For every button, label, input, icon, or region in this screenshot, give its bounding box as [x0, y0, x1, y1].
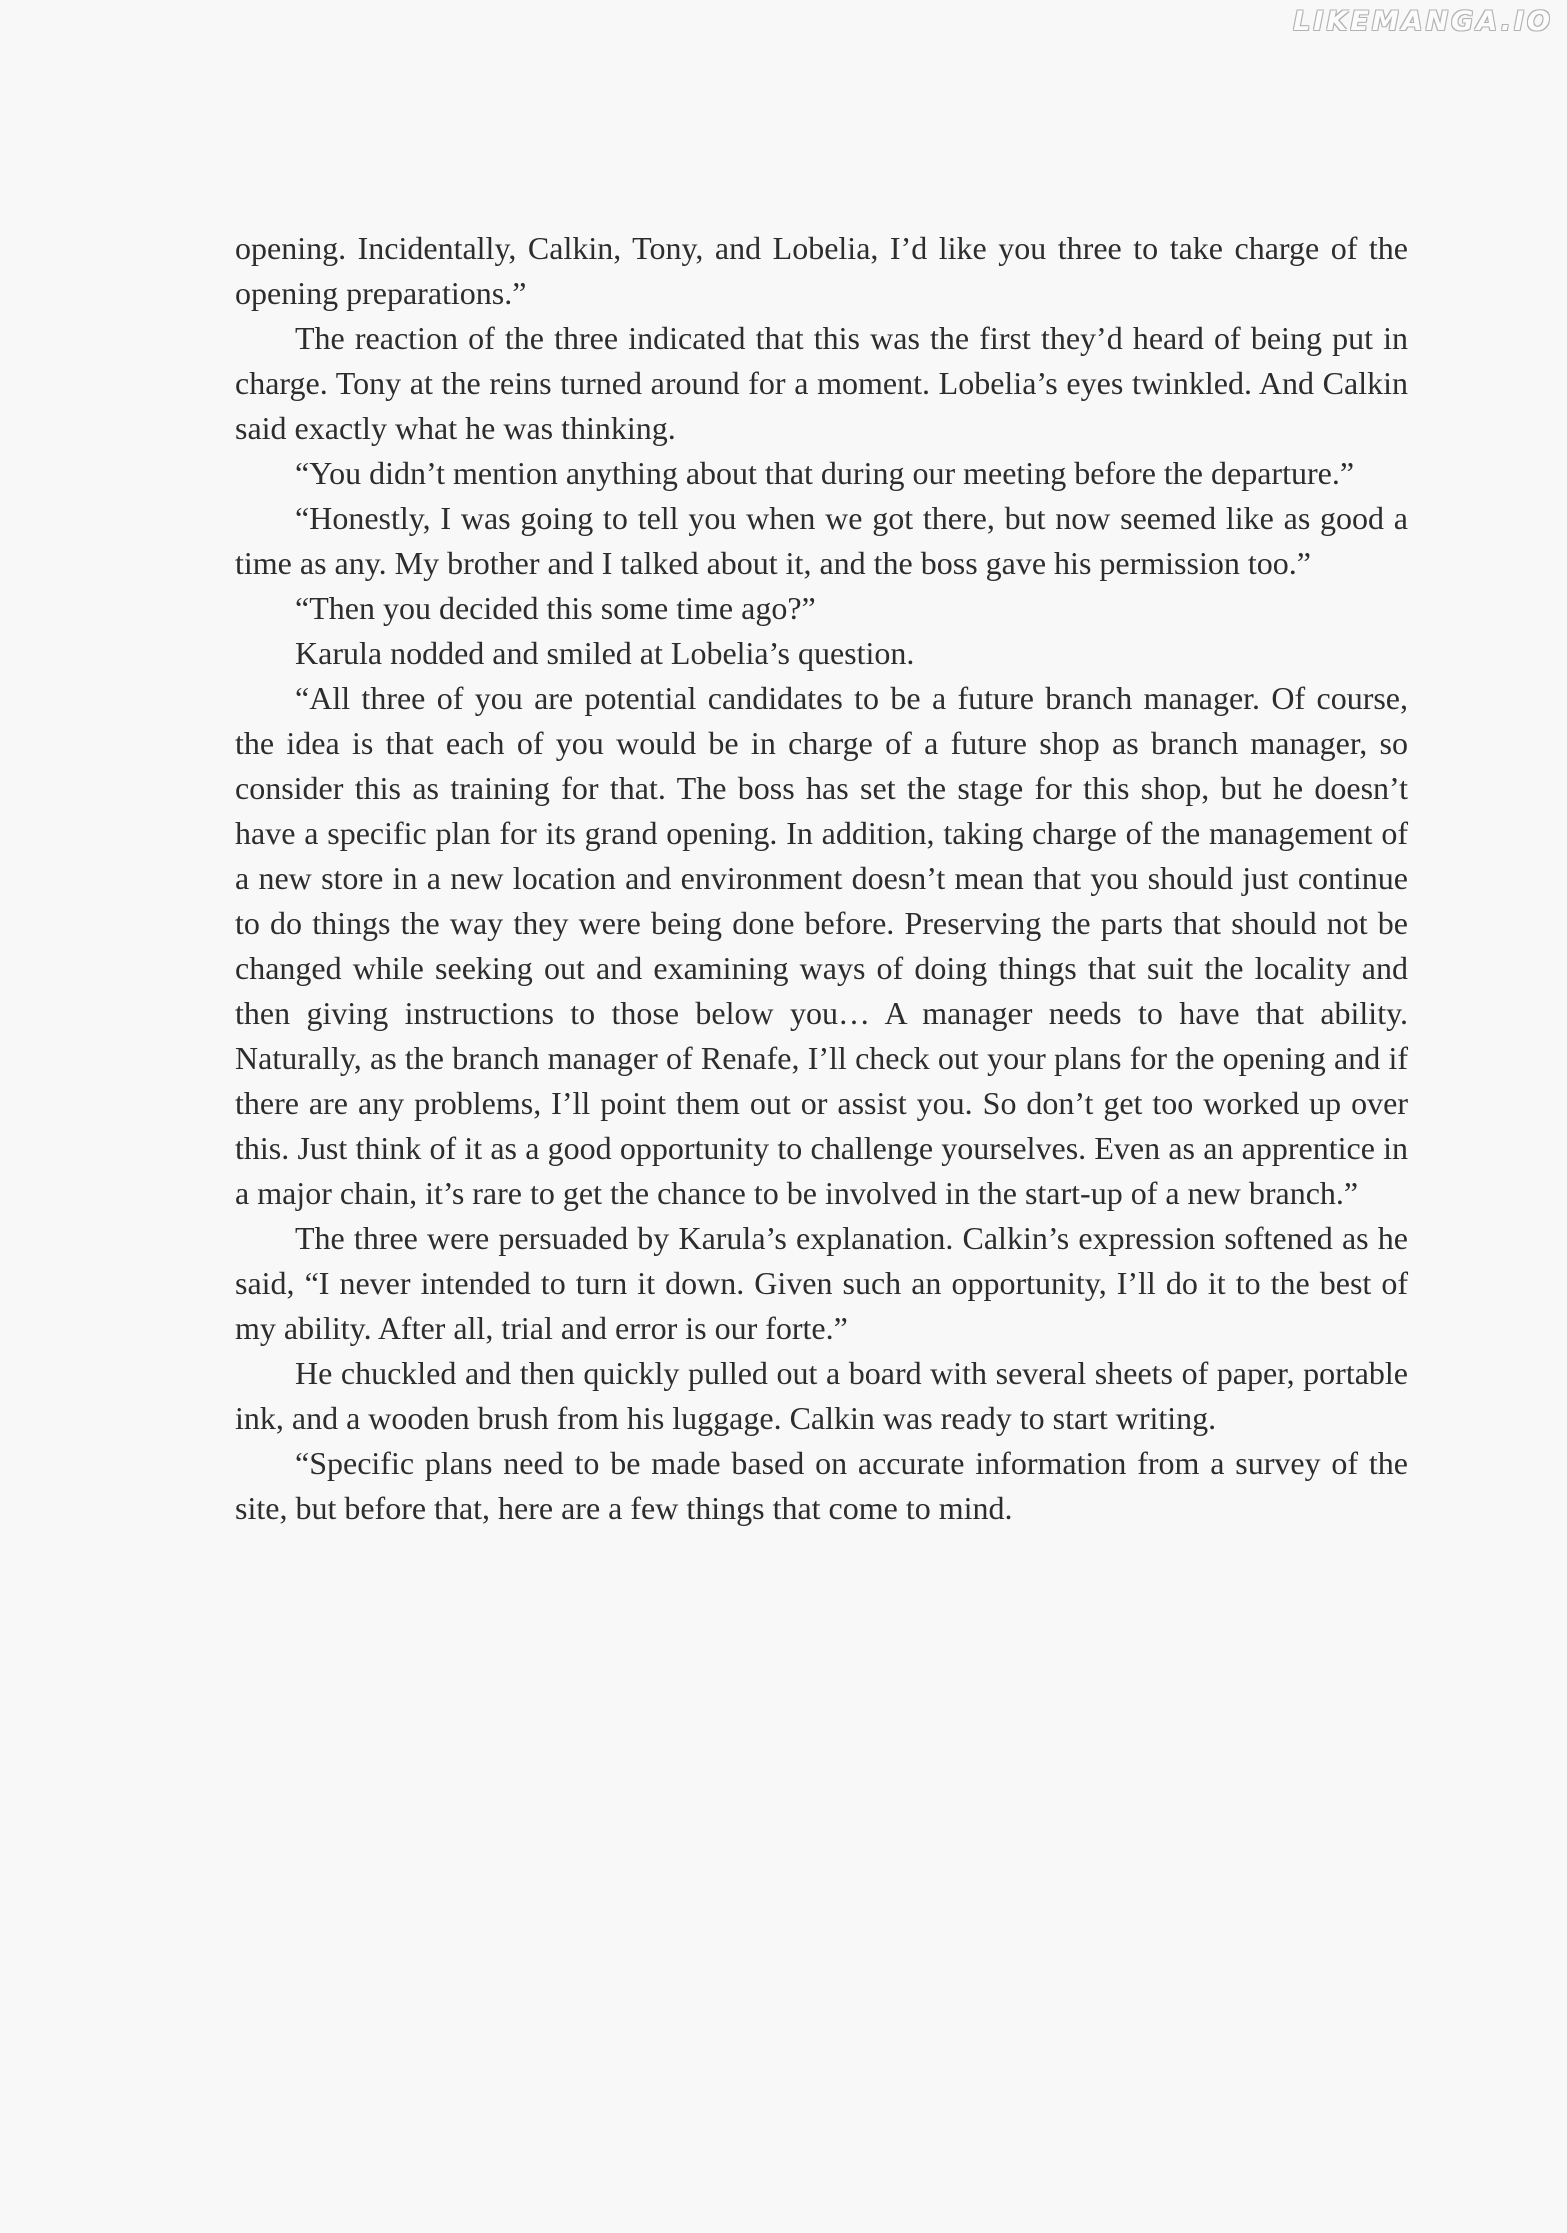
paragraph: “Honestly, I was going to tell you when we got there, but now seemed like as good a time as any. My brother and I talked about it, and the boss gave his permission too.” — [235, 500, 1408, 581]
paragraph: He chuckled and then quickly pulled out a board with several sheets of paper, portable ink, and a wooden brush from his luggage. Calkin was ready to start writing. — [235, 1355, 1408, 1436]
paragraph: “You didn’t mention anything about that during our meeting before the departure.” — [295, 455, 1355, 491]
paragraph: opening. Incidentally, Calkin, Tony, and Lobelia, I’d like you three to take charge of the opening preparations.” — [235, 230, 1408, 311]
paragraph: Karula nodded and smiled at Lobelia’s question. — [295, 635, 915, 671]
book-text — [235, 226, 1408, 1531]
paragraph: “All three of you are potential candidates to be a future branch manager. Of course, the idea is that each of you would be in charge of a future shop as branch manager, so consider this as training for that. The boss has set the stage for this shop, but he doesn’t have a specific plan for its grand opening. In addition, taking charge of the management of a new store in a new location and environment doesn’t mean that you should just continue to do things the way they were being done before. Preserving the parts that should not be changed while seeking out and examining ways of doing things that suit the locality and then giving instructions to those below you… A manager needs to have that ability. Naturally, as the branch manager of Renafe, I’ll check out your plans for the opening and if there are any problems, I’ll point them out or assist you. So don’t get too worked up over this. Just think of it as a good opportunity to challenge yourselves. Even as an apprentice in a major chain, it’s rare to get the chance to be involved in the start-up of a new branch.” — [235, 680, 1408, 1211]
paragraph: The three were persuaded by Karula’s explanation. Calkin’s expression softened as he said, “I never intended to turn it down. Given such an opportunity, I’ll do it to the best of my ability. After all, trial and error is our forte.” — [235, 1220, 1408, 1346]
paragraph: “Specific plans need to be made based on accurate information from a survey of the site, but before that, here are a few things that come to mind. — [235, 1445, 1408, 1526]
paragraph: The reaction of the three indicated that this was the first they’d heard of being put in charge. Tony at the reins turned around for a moment. Lobelia’s eyes twinkled. And Calkin said exactly what he was thinking. — [235, 320, 1408, 446]
site-watermark: LIKEMANGA.IO — [1293, 6, 1553, 37]
paragraph: “Then you decided this some time ago?” — [295, 590, 816, 626]
